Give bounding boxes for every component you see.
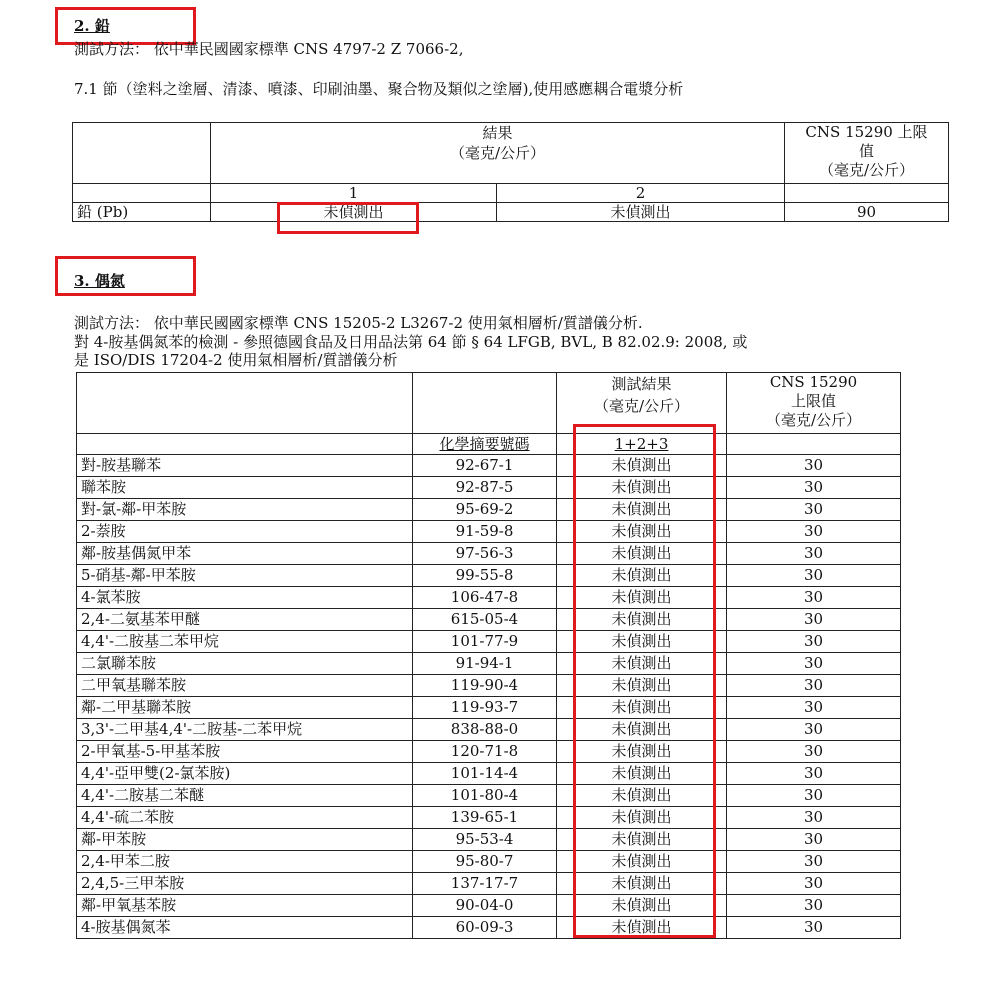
azo-header-result-unit: （毫克/公斤） — [593, 397, 690, 415]
substance-name: 2,4-二氨基苯甲醚 — [77, 609, 413, 631]
table-row — [77, 565, 901, 587]
azo-sub-cas: 化學摘要號碼 — [413, 434, 557, 455]
cas-number: 101-14-4 — [413, 763, 557, 785]
substance-name: 對-氯-鄰-甲苯胺 — [77, 499, 413, 521]
cas-number: 119-90-4 — [413, 675, 557, 697]
substance-name: 2,4,5-三甲苯胺 — [77, 873, 413, 895]
table-row — [77, 785, 901, 807]
test-result: 未偵測出 — [557, 521, 727, 543]
table-row — [77, 477, 901, 499]
limit-value: 30 — [727, 895, 901, 917]
substance-name: 2,4-甲苯二胺 — [77, 851, 413, 873]
table-row — [77, 763, 901, 785]
substance-name: 4,4'-二胺基二苯醚 — [77, 785, 413, 807]
substance-name: 二氯聯苯胺 — [77, 653, 413, 675]
substance-name: 3,3'-二甲基4,4'-二胺基-二苯甲烷 — [77, 719, 413, 741]
table-row — [77, 697, 901, 719]
lead-val1: 未偵測出 — [211, 203, 497, 222]
azo-method-line1: 測試方法： 依中華民國國家標準 CNS 15205-2 L3267-2 使用氣相層析/質譜儀分析. — [74, 314, 643, 332]
limit-value: 30 — [727, 587, 901, 609]
azo-header-limit-unit: （毫克/公斤） — [765, 411, 862, 429]
lead-result-header-title: 結果 — [482, 124, 513, 142]
test-result: 未偵測出 — [557, 719, 727, 741]
azo-result-column-highlight — [573, 424, 716, 938]
limit-value: 30 — [727, 543, 901, 565]
test-result: 未偵測出 — [557, 587, 727, 609]
test-result: 未偵測出 — [557, 675, 727, 697]
lead-subheader-blank — [73, 184, 211, 203]
table-row — [77, 609, 901, 631]
table-row — [77, 521, 901, 543]
cas-number: 106-47-8 — [413, 587, 557, 609]
table-row — [77, 543, 901, 565]
table-row — [77, 873, 901, 895]
azo-method-line3: 是 ISO/DIS 17204-2 使用氣相層析/質譜儀分析 — [74, 351, 398, 369]
limit-value: 30 — [727, 719, 901, 741]
cas-number: 120-71-8 — [413, 741, 557, 763]
substance-name: 聯苯胺 — [77, 477, 413, 499]
lead-col2-header: 2 — [497, 184, 785, 203]
table-row — [77, 653, 901, 675]
test-result: 未偵測出 — [557, 807, 727, 829]
azo-heading: 3. 偶氮 — [74, 272, 125, 290]
azo-header-limit-line2: 上限值 — [790, 392, 836, 410]
table-row — [77, 741, 901, 763]
limit-value: 30 — [727, 565, 901, 587]
test-result: 未偵測出 — [557, 499, 727, 521]
lead-col1-header: 1 — [211, 184, 497, 203]
substance-name: 鄰-胺基偶氮甲苯 — [77, 543, 413, 565]
cas-number: 97-56-3 — [413, 543, 557, 565]
lead-header-blank — [73, 123, 211, 184]
test-result: 未偵測出 — [557, 477, 727, 499]
test-result: 未偵測出 — [557, 653, 727, 675]
table-row — [77, 807, 901, 829]
test-result: 未偵測出 — [557, 697, 727, 719]
limit-value: 30 — [727, 521, 901, 543]
table-row — [77, 587, 901, 609]
lead-row-label: 鉛 (Pb) — [73, 203, 211, 222]
substance-name: 4,4'-二胺基二苯甲烷 — [77, 631, 413, 653]
lead-method-line1: 測試方法： 依中華民國國家標準 CNS 4797-2 Z 7066-2, — [74, 40, 464, 58]
lead-limit-header — [785, 123, 949, 184]
lead-val1-highlight — [277, 202, 419, 234]
lead-limit-header-line1: CNS 15290 上限 — [805, 123, 928, 141]
test-result: 未偵測出 — [557, 741, 727, 763]
test-result: 未偵測出 — [557, 609, 727, 631]
table-row — [77, 851, 901, 873]
lead-result-header — [211, 123, 785, 184]
cas-number: 101-77-9 — [413, 631, 557, 653]
substance-name: 對-胺基聯苯 — [77, 455, 413, 477]
cas-number: 92-67-1 — [413, 455, 557, 477]
table-row — [77, 499, 901, 521]
cas-number: 95-53-4 — [413, 829, 557, 851]
azo-header-limit — [727, 373, 901, 434]
cas-number: 615-05-4 — [413, 609, 557, 631]
limit-value: 30 — [727, 851, 901, 873]
limit-value: 30 — [727, 697, 901, 719]
azo-header-name-blank — [77, 373, 413, 434]
cas-number: 92-87-5 — [413, 477, 557, 499]
substance-name: 4-胺基偶氮苯 — [77, 917, 413, 939]
lead-subheader-limit-blank — [785, 184, 949, 203]
table-row — [77, 829, 901, 851]
limit-value: 30 — [727, 609, 901, 631]
limit-value: 30 — [727, 763, 901, 785]
limit-value: 30 — [727, 741, 901, 763]
test-result: 未偵測出 — [557, 829, 727, 851]
substance-name: 鄰-甲氧基苯胺 — [77, 895, 413, 917]
lead-limit: 90 — [785, 203, 949, 222]
lead-result-table — [72, 122, 949, 222]
limit-value: 30 — [727, 455, 901, 477]
test-result: 未偵測出 — [557, 455, 727, 477]
limit-value: 30 — [727, 675, 901, 697]
substance-name: 鄰-甲苯胺 — [77, 829, 413, 851]
lead-method-line2: 7.1 節（塗料之塗層、清漆、噴漆、印刷油墨、聚合物及類似之塗層),使用感應耦合電漿分析 — [74, 80, 684, 98]
cas-number: 119-93-7 — [413, 697, 557, 719]
substance-name: 4-氯苯胺 — [77, 587, 413, 609]
cas-number: 60-09-3 — [413, 917, 557, 939]
table-row — [77, 675, 901, 697]
limit-value: 30 — [727, 477, 901, 499]
test-result: 未偵測出 — [557, 763, 727, 785]
table-row — [77, 631, 901, 653]
azo-result-table — [76, 372, 901, 939]
test-result: 未偵測出 — [557, 631, 727, 653]
azo-header-cas-blank — [413, 373, 557, 434]
azo-header-limit-line1: CNS 15290 — [769, 373, 858, 391]
test-result: 未偵測出 — [557, 785, 727, 807]
limit-value: 30 — [727, 631, 901, 653]
table-row — [77, 719, 901, 741]
limit-value: 30 — [727, 785, 901, 807]
substance-name: 2-甲氧基-5-甲基苯胺 — [77, 741, 413, 763]
test-result: 未偵測出 — [557, 851, 727, 873]
azo-sub-name-blank — [77, 434, 413, 455]
substance-name: 4,4'-硫二苯胺 — [77, 807, 413, 829]
substance-name: 2-萘胺 — [77, 521, 413, 543]
limit-value: 30 — [727, 873, 901, 895]
cas-number: 90-04-0 — [413, 895, 557, 917]
cas-number: 101-80-4 — [413, 785, 557, 807]
test-result: 未偵測出 — [557, 543, 727, 565]
cas-number: 99-55-8 — [413, 565, 557, 587]
azo-method-line2: 對 4-胺基偶氮苯的檢測 - 參照德國食品及日用品法第 64 節 § 64 LFGB, BVL, B 82.02.9: 2008, 或 — [74, 333, 748, 351]
limit-value: 30 — [727, 807, 901, 829]
lead-limit-header-line2: 值 — [858, 142, 874, 160]
cas-number: 95-80-7 — [413, 851, 557, 873]
test-result: 未偵測出 — [557, 895, 727, 917]
limit-value: 30 — [727, 653, 901, 675]
cas-number: 91-59-8 — [413, 521, 557, 543]
azo-heading-highlight — [55, 256, 196, 296]
cas-number: 137-17-7 — [413, 873, 557, 895]
limit-value: 30 — [727, 829, 901, 851]
lead-result-header-unit: （毫克/公斤） — [449, 144, 546, 162]
lead-limit-header-unit: （毫克/公斤） — [818, 161, 915, 179]
cas-number: 838-88-0 — [413, 719, 557, 741]
table-row — [77, 917, 901, 939]
table-row — [77, 895, 901, 917]
substance-name: 二甲氧基聯苯胺 — [77, 675, 413, 697]
lead-heading: 2. 鉛 — [74, 17, 110, 35]
cas-number: 91-94-1 — [413, 653, 557, 675]
test-result: 未偵測出 — [557, 873, 727, 895]
cas-number: 95-69-2 — [413, 499, 557, 521]
substance-name: 4,4'-亞甲雙(2-氯苯胺) — [77, 763, 413, 785]
cas-number: 139-65-1 — [413, 807, 557, 829]
azo-sub-limit-blank — [727, 434, 901, 455]
test-result: 未偵測出 — [557, 917, 727, 939]
limit-value: 30 — [727, 917, 901, 939]
substance-name: 鄰-二甲基聯苯胺 — [77, 697, 413, 719]
azo-sub-result: 1+2+3 — [557, 434, 727, 455]
test-result: 未偵測出 — [557, 565, 727, 587]
substance-name: 5-硝基-鄰-甲苯胺 — [77, 565, 413, 587]
table-row — [77, 455, 901, 477]
lead-val2: 未偵測出 — [497, 203, 785, 222]
limit-value: 30 — [727, 499, 901, 521]
azo-header-result-title: 測試結果 — [611, 375, 672, 393]
